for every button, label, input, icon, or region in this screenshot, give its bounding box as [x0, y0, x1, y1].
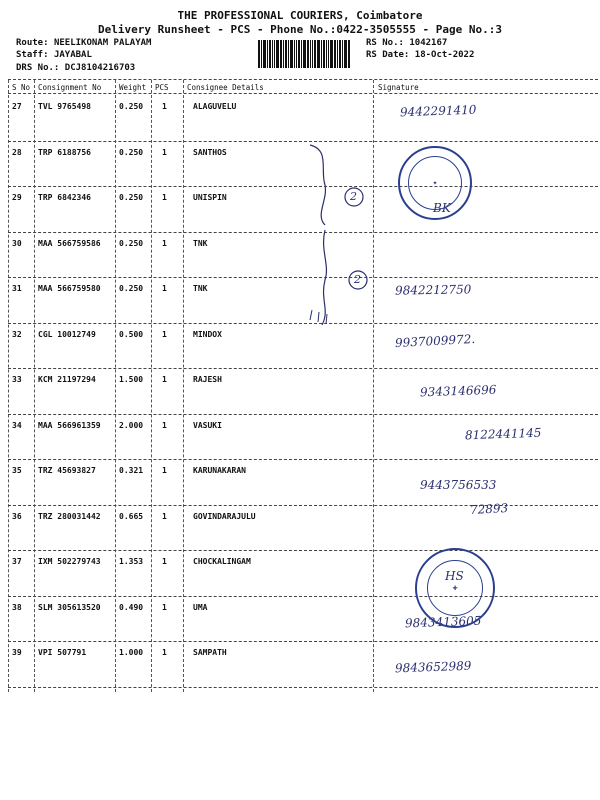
route-value: NEELIKONAM PALAYAM: [53, 38, 152, 48]
cell-pcs: 1: [162, 284, 167, 293]
table-row: [0, 460, 600, 505]
barcode: [258, 40, 358, 68]
cell-weight: 0.321: [119, 466, 144, 475]
handwritten-signature: 9443756533: [420, 478, 497, 492]
table-row: [0, 500, 600, 551]
handwritten-signature: 72893: [469, 500, 509, 517]
handwritten-signature: HS: [445, 569, 464, 583]
cell-weight: 1.353: [119, 557, 144, 566]
cell-sno: 32: [12, 329, 22, 339]
cell-consignment: KCM 21197294: [38, 375, 96, 384]
company-stamp-icon: ✦: [398, 146, 472, 220]
cell-consignee: UNISPIN: [193, 193, 227, 202]
rs-no-line: [366, 38, 447, 49]
cell-consignment: TRP 6842346: [38, 193, 91, 202]
cell-sno: 27: [12, 102, 22, 111]
cell-sno: 28: [12, 147, 22, 157]
col-weight: Weight: [119, 83, 147, 92]
cell-consignment: TRP 6188756: [38, 147, 91, 157]
header-bottom-rule: [8, 93, 598, 94]
table-row: [0, 642, 600, 687]
staff-label: Staff:: [16, 50, 49, 60]
row-divider: [8, 687, 598, 688]
cell-weight: 0.490: [119, 602, 144, 612]
drs-line: [16, 63, 135, 74]
cell-consignee: CHOCKALINGAM: [193, 557, 251, 566]
drs-value: DCJ8104216703: [64, 63, 136, 73]
table-row: [0, 415, 600, 460]
col-consignment: Consignment No: [38, 83, 102, 92]
table-row: [0, 551, 600, 596]
cell-pcs: 1: [162, 602, 167, 612]
cell-sno: 30: [12, 238, 22, 248]
route-line: [16, 38, 151, 49]
route-label: Route:: [16, 38, 49, 48]
table-row: [0, 324, 600, 369]
cell-pcs: 1: [162, 329, 167, 339]
handwritten-signature: 9842212750: [394, 282, 472, 298]
healthcare-stamp-icon: ✚: [415, 548, 495, 628]
cell-consignee: UMA: [193, 602, 208, 612]
handwritten-signature: 9843413605: [404, 613, 482, 630]
group-mark-1: 2: [350, 190, 357, 203]
drs-label: DRS No.:: [16, 63, 60, 73]
cell-sno: 36: [12, 511, 22, 521]
cell-consignee: MINDOX: [193, 329, 222, 339]
cell-consignee: SAMPATH: [193, 648, 227, 657]
cell-pcs: 1: [162, 511, 167, 521]
handwritten-signature: 9343146696: [419, 382, 497, 400]
handwritten-signature: 9937009972.: [394, 331, 476, 350]
cell-weight: 0.500: [119, 329, 144, 339]
cell-consignee: KARUNAKARAN: [193, 466, 246, 475]
cell-weight: 1.000: [119, 648, 144, 657]
table-top-rule: [8, 79, 598, 80]
cell-pcs: 1: [162, 102, 167, 111]
cell-weight: 0.250: [119, 102, 144, 111]
cell-pcs: 1: [162, 557, 167, 566]
handwritten-signature: 8122441145: [464, 425, 542, 442]
handwritten-signature: 9843652989: [394, 658, 472, 676]
cell-weight: 2.000: [119, 420, 144, 430]
col-consignee: Consignee Details: [187, 83, 264, 92]
cell-consignment: MAA 566759586: [38, 238, 101, 248]
cell-consignee: TNK: [193, 238, 208, 248]
handwritten-bracket-marks: [300, 140, 380, 330]
table-row: [0, 597, 600, 642]
cell-sno: 39: [12, 648, 22, 657]
rs-no-value: 1042167: [409, 38, 448, 48]
cell-weight: 0.250: [119, 147, 144, 157]
cell-pcs: 1: [162, 375, 167, 384]
staff-line: [16, 50, 92, 61]
cell-sno: 29: [12, 193, 22, 202]
cell-weight: 0.250: [119, 238, 144, 248]
cell-sno: 33: [12, 375, 22, 384]
table-row: [0, 96, 600, 141]
runsheet-subtitle: Delivery Runsheet - PCS - Phone No.:0422-3505555 - Page No.:3: [98, 23, 502, 36]
group-mark-2: 2: [354, 273, 361, 286]
cell-pcs: 1: [162, 648, 167, 657]
cell-consignee: RAJESH: [193, 375, 222, 384]
company-title: THE PROFESSIONAL COURIERS, Coimbatore: [177, 9, 423, 22]
rs-date-value: 18-Oct-2022: [414, 50, 475, 60]
cell-sno: 35: [12, 466, 22, 475]
cell-weight: 1.500: [119, 375, 144, 384]
cell-consignee: SANTHOS: [193, 147, 227, 157]
cell-weight: 0.665: [119, 511, 144, 521]
table-row: [0, 369, 600, 414]
cell-consignment: VPI 507791: [38, 648, 87, 657]
cell-sno: 37: [12, 557, 22, 566]
cell-consignment: MAA 566961359: [38, 420, 101, 430]
cell-consignment: SLM 305613520: [38, 602, 101, 612]
cell-pcs: 1: [162, 466, 167, 475]
handwritten-signature: BK: [433, 201, 451, 215]
cell-consignee: GOVINDARAJULU: [193, 511, 256, 521]
cell-consignment: TRZ 280031442: [38, 511, 101, 521]
col-pcs: PCS: [155, 83, 169, 92]
cell-pcs: 1: [162, 420, 167, 430]
cell-consignment: IXM 502279743: [38, 557, 101, 566]
rs-no-label: RS No.:: [366, 38, 404, 48]
cell-consignee: ALAGUVELU: [193, 102, 237, 111]
cell-pcs: 1: [162, 238, 167, 248]
staff-value: JAYABAL: [53, 50, 92, 60]
cell-weight: 0.250: [119, 284, 144, 293]
handwritten-signature: 9442291410: [399, 102, 477, 120]
cell-pcs: 1: [162, 147, 167, 157]
col-signature: Signature: [378, 83, 419, 92]
cell-consignment: MAA 566759580: [38, 284, 101, 293]
rs-date-label: RS Date:: [366, 50, 410, 60]
col-sno: S No: [12, 83, 31, 92]
cell-sno: 31: [12, 284, 22, 293]
cell-consignment: CGL 10012749: [38, 329, 96, 339]
cell-consignment: TVL 9765498: [38, 102, 91, 111]
cell-weight: 0.250: [119, 193, 144, 202]
cell-sno: 34: [12, 420, 22, 430]
cell-consignee: TNK: [193, 284, 208, 293]
cell-consignment: TRZ 45693827: [38, 466, 96, 475]
rs-date-line: [366, 50, 474, 61]
cell-sno: 38: [12, 602, 22, 612]
cell-pcs: 1: [162, 193, 167, 202]
cell-consignee: VASUKI: [193, 420, 222, 430]
